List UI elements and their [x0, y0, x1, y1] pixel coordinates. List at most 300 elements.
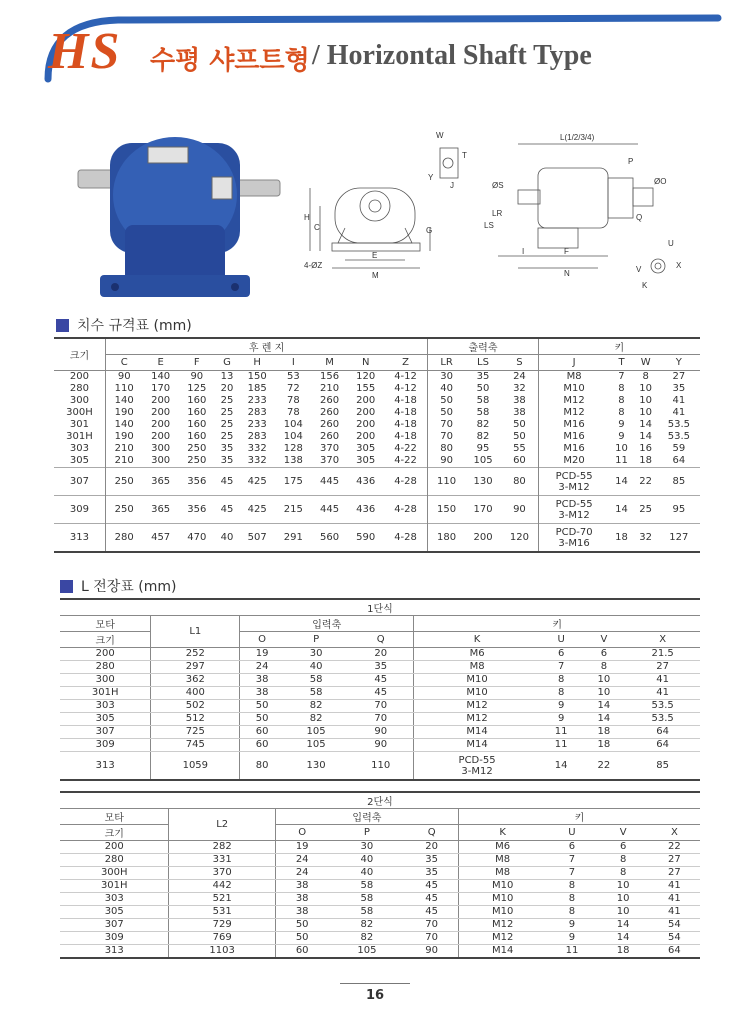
table-cell: 200: [356, 431, 376, 442]
table-cell: 300H: [66, 407, 93, 418]
length-section-title: [60, 576, 176, 596]
col-f: F: [179, 355, 215, 371]
table-cell: PCD-70 3-M16: [538, 524, 609, 553]
col-g: G: [215, 355, 239, 371]
table-cell: 95: [658, 496, 700, 524]
table-cell: M12: [414, 700, 540, 713]
table-cell: 82: [284, 713, 348, 726]
table-cell: 41: [672, 395, 686, 406]
table-cell: 53: [286, 371, 300, 382]
table-cell: 10: [639, 383, 652, 394]
label-k: K: [642, 281, 648, 290]
table-cell: 82: [329, 919, 406, 932]
table-cell: 19: [240, 648, 284, 661]
table-cell: 70: [428, 419, 465, 431]
col-x: X: [649, 825, 700, 841]
col-c: C: [105, 355, 142, 371]
table-row: [60, 726, 700, 739]
table-cell: 280: [60, 661, 151, 674]
table-cell: 200: [356, 395, 376, 406]
table-cell: 24: [275, 867, 328, 880]
table-cell: 40: [329, 867, 406, 880]
table-cell: 90: [348, 726, 414, 739]
table-cell: 45: [348, 687, 414, 700]
table-cell: 200: [151, 419, 171, 430]
table-cell: 18: [583, 739, 626, 752]
table-cell: 138: [283, 455, 303, 466]
table-cell: 445: [311, 496, 347, 524]
col-k: K: [414, 632, 540, 648]
table-cell: 307: [60, 726, 151, 739]
group-key: 키: [458, 809, 700, 825]
table-cell: 301: [69, 419, 89, 430]
table-cell: 78: [286, 407, 300, 418]
table-cell: 105: [284, 726, 348, 739]
table-cell: PCD-55 3-M12: [538, 468, 609, 496]
col-q: Q: [405, 825, 458, 841]
table-cell: 82: [329, 932, 406, 945]
label-i: I: [522, 247, 525, 256]
table-cell: 38: [240, 687, 284, 700]
table-row: [54, 524, 700, 553]
col-motor: 모타: [60, 809, 169, 825]
table-cell: 370: [169, 867, 275, 880]
table-cell: 8: [540, 687, 583, 700]
table-cell: 6: [540, 648, 583, 661]
table-cell: 35: [476, 371, 490, 382]
table-cell: 291: [275, 524, 311, 553]
group-input: 입력축: [240, 616, 414, 632]
col-s: S: [501, 355, 538, 371]
table-cell: 50: [428, 407, 465, 419]
table-cell: 72: [286, 383, 300, 394]
table-cell: 50: [240, 700, 284, 713]
label-m: M: [372, 271, 379, 280]
table-cell: 38: [275, 880, 328, 893]
bullet-square-icon: [60, 580, 73, 593]
table-cell: M8: [458, 867, 546, 880]
table-cell: 250: [105, 468, 142, 496]
table-cell: 32: [513, 383, 526, 394]
table-cell: 25: [220, 431, 234, 442]
table-row: [60, 841, 700, 854]
gear-reducer-photo: [70, 125, 285, 305]
col-u: U: [540, 632, 583, 648]
table-cell: 300: [60, 674, 151, 687]
table-cell: 280: [60, 854, 169, 867]
table-cell: 82: [284, 700, 348, 713]
table-cell: 50: [476, 383, 490, 394]
col-v: V: [583, 632, 626, 648]
label-w: W: [436, 131, 444, 140]
table-cell: 1059: [151, 752, 240, 781]
dims-table: [54, 337, 700, 553]
table-cell: 21.5: [625, 648, 700, 661]
label-lr: LR: [492, 209, 503, 218]
table-cell: 175: [275, 468, 311, 496]
table-cell: 4-18: [394, 395, 417, 406]
table-cell: 200: [356, 419, 376, 430]
table-cell: M10: [458, 906, 546, 919]
label-l: L(1/2/3/4): [560, 133, 595, 142]
table-cell: 150: [428, 496, 465, 524]
table-row: [60, 906, 700, 919]
table-cell: 156: [319, 371, 340, 382]
table-cell: 85: [658, 468, 700, 496]
table-cell: 305: [356, 443, 376, 454]
table-cell: 457: [143, 524, 179, 553]
table-cell: 233: [247, 395, 267, 406]
table-cell: 4-12: [394, 371, 417, 382]
table-cell: 41: [649, 906, 700, 919]
table-cell: 210: [319, 383, 340, 394]
table-cell: 200: [151, 431, 171, 442]
table-cell: 50: [513, 419, 526, 430]
table-cell: 260: [319, 407, 340, 418]
dims-section-title: [56, 315, 192, 335]
table-cell: 8: [618, 407, 625, 418]
table-cell: M6: [414, 648, 540, 661]
table-cell: 4-28: [384, 496, 428, 524]
table-cell: 305: [60, 906, 169, 919]
table-cell: 59: [672, 443, 686, 454]
table-cell: 14: [609, 496, 633, 524]
label-p: P: [628, 157, 634, 166]
col-j: J: [538, 355, 609, 371]
table-cell: 14: [598, 932, 649, 945]
table-cell: 19: [275, 841, 328, 854]
table-cell: 18: [609, 524, 633, 553]
length-title-text: L 전장표 (mm): [81, 579, 177, 595]
table-cell: 300H: [60, 867, 169, 880]
table-cell: 50: [240, 713, 284, 726]
table-cell: 210: [105, 443, 142, 455]
table-cell: 10: [598, 893, 649, 906]
table-cell: 41: [672, 407, 686, 418]
table-cell: 140: [151, 371, 171, 382]
table-cell: 11: [546, 945, 597, 959]
table-cell: 41: [625, 687, 700, 700]
table-cell: 331: [169, 854, 275, 867]
table-cell: 90: [348, 739, 414, 752]
table-cell: 24: [513, 371, 526, 382]
table-cell: M12: [458, 932, 546, 945]
table-cell: 309: [60, 932, 169, 945]
table-cell: 560: [311, 524, 347, 553]
stage1-table: [60, 598, 700, 781]
table-cell: 140: [105, 419, 142, 431]
table-cell: 58: [476, 395, 490, 406]
col-motor: 모타: [60, 616, 151, 632]
table-cell: 90: [105, 371, 142, 384]
table-cell: 14: [639, 431, 652, 442]
table-cell: 120: [501, 524, 538, 553]
table-cell: 55: [513, 443, 526, 454]
label-z: 4-ØZ: [304, 261, 323, 270]
table-cell: 78: [286, 395, 300, 406]
table-cell: 260: [319, 419, 340, 430]
table-cell: 160: [187, 395, 207, 406]
group-key: 키: [538, 338, 700, 355]
table-cell: 4-18: [394, 431, 417, 442]
table-cell: 14: [583, 713, 626, 726]
table-cell: 6: [583, 648, 626, 661]
table-cell: 307: [60, 919, 169, 932]
table-cell: 8: [618, 383, 625, 394]
table-cell: 370: [319, 455, 340, 466]
table-cell: 300: [69, 395, 89, 406]
table-cell: 425: [239, 468, 275, 496]
label-e: E: [372, 251, 378, 260]
table-cell: 90: [428, 455, 465, 468]
table-cell: 58: [284, 674, 348, 687]
table-cell: 53.5: [625, 700, 700, 713]
table-cell: 725: [151, 726, 240, 739]
table-cell: 80: [240, 752, 284, 781]
table-cell: 190: [105, 431, 142, 443]
table-cell: 45: [405, 906, 458, 919]
table-cell: 24: [240, 661, 284, 674]
table-cell: 80: [428, 443, 465, 455]
front-view-drawing: [300, 128, 470, 288]
table-row: [54, 443, 700, 455]
table-cell: 301H: [66, 431, 93, 442]
table-cell: 70: [405, 932, 458, 945]
table-cell: 40: [428, 383, 465, 395]
table-cell: 8: [546, 906, 597, 919]
label-t: T: [462, 151, 467, 160]
table-cell: 40: [215, 524, 239, 553]
table-cell: 38: [513, 395, 526, 406]
table-cell: 58: [329, 893, 406, 906]
table-cell: 45: [215, 496, 239, 524]
table-cell: 58: [284, 687, 348, 700]
table-cell: 50: [275, 919, 328, 932]
table-cell: 309: [54, 496, 105, 524]
label-y: Y: [428, 173, 434, 182]
table-cell: 305: [356, 455, 376, 466]
table-cell: 7: [618, 371, 625, 382]
table-cell: 10: [598, 906, 649, 919]
table-cell: 303: [69, 443, 89, 454]
table-cell: M12: [538, 407, 609, 419]
group-input: 입력축: [275, 809, 458, 825]
page-number-rule: [340, 983, 410, 984]
table-cell: 180: [428, 524, 465, 553]
table-cell: 150: [247, 371, 267, 382]
table-cell: 110: [348, 752, 414, 781]
label-c: C: [314, 223, 320, 232]
table-cell: 30: [428, 371, 465, 384]
table-cell: 160: [187, 431, 207, 442]
table-cell: 303: [60, 893, 169, 906]
table-cell: 4-28: [384, 468, 428, 496]
table-cell: 70: [428, 431, 465, 443]
col-ls: LS: [465, 355, 501, 371]
table-cell: 22: [649, 841, 700, 854]
label-j: J: [450, 181, 454, 190]
col-q: Q: [348, 632, 414, 648]
table-cell: 64: [625, 739, 700, 752]
label-x: X: [676, 261, 682, 270]
table-cell: 64: [625, 726, 700, 739]
table-row: [60, 739, 700, 752]
col-w: W: [634, 355, 658, 371]
table-cell: 436: [348, 468, 384, 496]
table-cell: 10: [583, 687, 626, 700]
table-cell: 24: [275, 854, 328, 867]
table-cell: 10: [615, 443, 628, 454]
table-cell: M16: [538, 419, 609, 431]
table-cell: 64: [672, 455, 686, 466]
table-cell: 54: [649, 919, 700, 932]
table-cell: 300: [151, 455, 171, 466]
table-cell: 82: [476, 431, 490, 442]
col-o: O: [240, 632, 284, 648]
hs-logo: HS: [48, 23, 122, 80]
table-cell: 38: [275, 893, 328, 906]
table-cell: 30: [329, 841, 406, 854]
table-cell: 283: [247, 431, 267, 442]
table-cell: 60: [275, 945, 328, 959]
table-cell: 233: [247, 419, 267, 430]
label-s: ØS: [492, 181, 504, 190]
group-body: 후 렌 지: [105, 338, 427, 355]
table-cell: 507: [239, 524, 275, 553]
table-cell: 50: [513, 431, 526, 442]
table-cell: 60: [240, 739, 284, 752]
table-cell: 130: [465, 468, 501, 496]
table-cell: M10: [538, 383, 609, 395]
table-row: [60, 661, 700, 674]
col-m: M: [311, 355, 347, 371]
table-cell: 8: [546, 893, 597, 906]
table-row: [60, 932, 700, 945]
table-cell: 38: [513, 407, 526, 418]
table-cell: 80: [501, 468, 538, 496]
table-cell: 53.5: [667, 419, 690, 430]
table-cell: M10: [458, 880, 546, 893]
table-cell: 22: [634, 468, 658, 496]
table-cell: 4-12: [394, 383, 417, 394]
table-cell: 170: [465, 496, 501, 524]
table-cell: 14: [598, 919, 649, 932]
table-cell: 53.5: [667, 431, 690, 442]
table-cell: M10: [458, 893, 546, 906]
table-cell: 313: [60, 752, 151, 781]
table-cell: 53.5: [625, 713, 700, 726]
table-cell: M16: [538, 443, 609, 455]
title-korean: 수평 샤프트형: [150, 46, 310, 76]
table-cell: 58: [329, 906, 406, 919]
col-h: H: [239, 355, 275, 371]
table-cell: 6: [598, 841, 649, 854]
table-cell: 210: [105, 455, 142, 468]
table-cell: 10: [598, 880, 649, 893]
table-cell: 10: [639, 395, 652, 406]
table-cell: 10: [639, 407, 652, 418]
table-cell: M14: [414, 739, 540, 752]
label-u: U: [668, 239, 674, 248]
table-cell: 105: [473, 455, 493, 466]
table-row: [60, 854, 700, 867]
col-z: Z: [384, 355, 428, 371]
label-v: V: [636, 265, 642, 274]
col-i: I: [275, 355, 311, 371]
table-cell: 45: [348, 674, 414, 687]
table-cell: 130: [284, 752, 348, 781]
table-cell: 769: [169, 932, 275, 945]
table-cell: 301H: [60, 687, 151, 700]
table-cell: M12: [538, 395, 609, 407]
label-f: F: [564, 247, 569, 256]
table-row: [54, 371, 700, 384]
table-cell: 305: [69, 455, 89, 466]
table-cell: 90: [405, 945, 458, 959]
table-cell: 90: [501, 496, 538, 524]
table-cell: 64: [649, 945, 700, 959]
table-cell: 200: [69, 371, 89, 382]
col-t: T: [609, 355, 633, 371]
table-cell: 200: [60, 841, 169, 854]
table-cell: M20: [538, 455, 609, 468]
table-cell: 745: [151, 739, 240, 752]
table-row: [60, 880, 700, 893]
col-k: K: [458, 825, 546, 841]
table-cell: 18: [598, 945, 649, 959]
col-size: 크기: [60, 632, 151, 648]
table-cell: 30: [284, 648, 348, 661]
table-cell: 332: [247, 455, 267, 466]
table-cell: 35: [220, 443, 234, 454]
table-cell: 8: [546, 880, 597, 893]
table-cell: 14: [583, 700, 626, 713]
table-cell: 120: [356, 371, 376, 382]
table-cell: M8: [458, 854, 546, 867]
table-cell: 13: [220, 371, 234, 382]
table-row: [60, 752, 700, 781]
table-cell: 18: [639, 455, 652, 466]
table-cell: 283: [247, 407, 267, 418]
table-cell: 260: [319, 395, 340, 406]
stage1-label: 1단식: [60, 599, 700, 616]
table-cell: M12: [414, 713, 540, 726]
table-cell: 6: [546, 841, 597, 854]
table-cell: M14: [458, 945, 546, 959]
table-cell: 22: [583, 752, 626, 781]
table-cell: 25: [220, 419, 234, 430]
col-l1: L1: [151, 616, 240, 648]
table-cell: 7: [546, 854, 597, 867]
col-u: U: [546, 825, 597, 841]
table-cell: 8: [642, 371, 649, 382]
table-row: [60, 713, 700, 726]
table-cell: 18: [583, 726, 626, 739]
table-cell: 85: [625, 752, 700, 781]
table-cell: 9: [540, 713, 583, 726]
table-cell: 332: [247, 443, 267, 454]
table-cell: 11: [540, 726, 583, 739]
table-cell: 20: [348, 648, 414, 661]
table-cell: 27: [672, 371, 686, 382]
table-cell: 445: [311, 468, 347, 496]
group-key: 키: [414, 616, 700, 632]
table-cell: 58: [476, 407, 490, 418]
table-cell: 70: [348, 700, 414, 713]
table-cell: 14: [639, 419, 652, 430]
table-row: [60, 687, 700, 700]
table-cell: 521: [169, 893, 275, 906]
